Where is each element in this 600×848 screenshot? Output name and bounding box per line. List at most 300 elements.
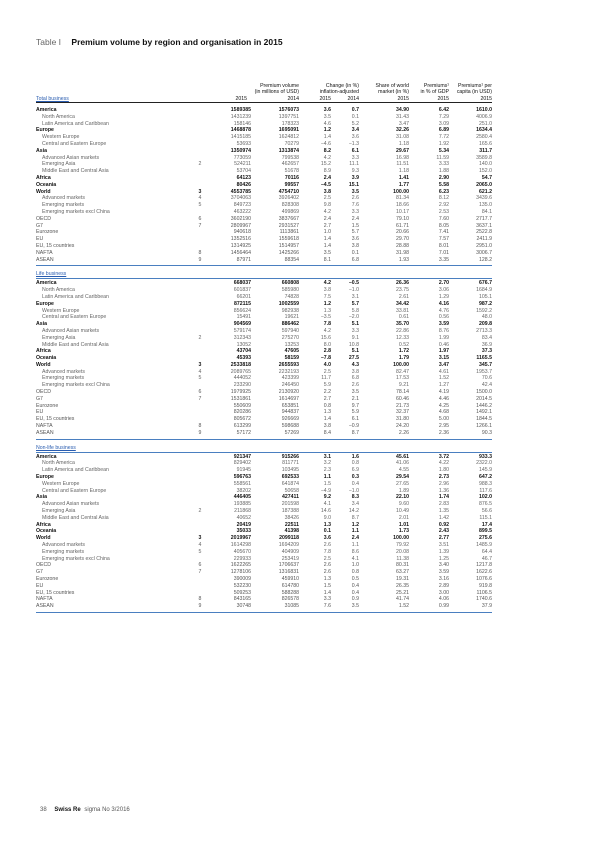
cell-cap: 1953.7 — [476, 368, 492, 375]
cell-name: North America — [42, 113, 75, 120]
cell-cap: 145.9 — [479, 467, 492, 474]
cell-v14: 811771 — [282, 460, 299, 467]
cell-v14: 1316831 — [278, 569, 299, 576]
cell-v14: 1514957 — [278, 242, 299, 249]
cell-ch15: −4.5 — [320, 181, 331, 188]
cell-gdp: 4.61 — [438, 368, 449, 375]
cell-ch15: 3.8 — [323, 188, 331, 195]
cell-v15: 57172 — [236, 429, 251, 436]
cell-v14: 982938 — [281, 307, 299, 314]
cell-cap: 1592.2 — [476, 307, 492, 314]
cell-cap: 1266.1 — [476, 423, 492, 430]
cell-ch14: 1.6 — [351, 453, 359, 460]
cell-v14: 2099118 — [279, 535, 299, 542]
cell-ch14: 3.6 — [351, 134, 359, 141]
table-row — [36, 409, 492, 416]
cell-v14: 1113861 — [279, 229, 299, 236]
table-row — [36, 368, 492, 376]
cell-ch14: 6.1 — [351, 416, 359, 423]
cell-ch14: 3.9 — [351, 174, 359, 181]
cell-v15: 1350974 — [230, 147, 251, 154]
cell-name: ASEAN — [36, 429, 54, 436]
cell-v15: 2089765 — [230, 368, 251, 375]
cell-gdp: 2.77 — [438, 535, 449, 542]
cell-share: 0.61 — [398, 314, 409, 321]
cell-name: OECD — [36, 389, 51, 396]
cell-share: 31.98 — [396, 249, 409, 256]
cell-ch14: 0.8 — [351, 460, 359, 467]
cell-ch14: 2.1 — [351, 395, 359, 402]
section-title-total: Total business — [36, 95, 69, 102]
cell-v14: 614780 — [281, 582, 299, 589]
cell-gdp: 3.16 — [438, 576, 449, 582]
cell-v14: 70279 — [284, 140, 299, 147]
cell-ch15: 3.5 — [323, 113, 331, 120]
cell-share: 29.70 — [396, 236, 409, 243]
cell-ch15: 3.2 — [323, 460, 331, 467]
cell-ch15: 2.5 — [323, 368, 331, 375]
cell-cap: 70.6 — [481, 375, 492, 382]
cell-v14: 2931527 — [278, 222, 299, 229]
cell-share: 31.43 — [396, 113, 409, 120]
cell-share: 1.89 — [398, 487, 409, 494]
cell-v15: 509253 — [233, 589, 251, 596]
cell-share: 4.55 — [398, 467, 409, 474]
table-row — [36, 494, 492, 501]
cell-v15: 1979925 — [230, 389, 251, 396]
cell-share: 32.26 — [396, 127, 409, 134]
cell-v15: 38202 — [236, 487, 251, 494]
cell-v15: 1278106 — [230, 569, 251, 576]
cell-v15: 2809967 — [230, 222, 251, 229]
cell-gdp: 4.46 — [438, 395, 449, 402]
cell-share: 80.31 — [396, 562, 409, 569]
table-row — [36, 508, 492, 515]
cell-ch14: 6.9 — [351, 467, 359, 474]
header-share: Share of world market (in %) 2015 — [375, 83, 409, 102]
cell-cap: 275.6 — [479, 535, 492, 542]
table-header — [36, 76, 492, 102]
cell-gdp: 1.29 — [438, 293, 449, 300]
cell-cap: 1610.0 — [476, 107, 492, 113]
table-row — [36, 314, 492, 321]
cell-v15: 43704 — [236, 348, 251, 355]
cell-ch15: 2.5 — [323, 555, 331, 562]
cell-ch15: 9.8 — [323, 202, 331, 209]
table-row — [36, 535, 492, 542]
cell-cap: 3439.6 — [476, 195, 492, 202]
cell-name: Emerging markets excl China — [42, 208, 110, 215]
cell-v15: 805672 — [233, 416, 251, 423]
cell-ch15: 4.2 — [323, 280, 331, 287]
cell-gdp: 2.53 — [438, 208, 449, 215]
cell-v14: 178323 — [281, 120, 299, 127]
table-row — [36, 453, 492, 461]
cell-ch14: −0.5 — [348, 280, 359, 287]
cell-v15: 1622265 — [230, 562, 251, 569]
cell-ch15: 0.1 — [323, 528, 331, 535]
cell-v15: 229933 — [233, 555, 251, 562]
cell-v15: 1314925 — [230, 242, 251, 249]
cell-gdp: 4.25 — [438, 402, 449, 409]
cell-cap: 36.9 — [481, 341, 492, 348]
cell-name: Eurozone — [36, 229, 59, 236]
cell-v14: 1576073 — [278, 107, 299, 113]
premium-table — [36, 76, 492, 618]
cell-share: 22.86 — [396, 327, 409, 334]
cell-v14: 653851 — [281, 402, 299, 409]
cell-v14: 588288 — [281, 589, 299, 596]
cell-ch15: 4.1 — [323, 501, 331, 508]
cell-name: Emerging markets excl China — [42, 382, 110, 389]
cell-ch14: 3.3 — [351, 154, 359, 161]
cell-gdp: 8.05 — [438, 222, 449, 229]
cell-cap: 1622.6 — [476, 569, 492, 576]
cell-v15: 2019967 — [230, 535, 251, 542]
cell-ch14: 3.3 — [351, 208, 359, 215]
cell-gdp: 5.58 — [438, 181, 449, 188]
cell-gdp: 1.88 — [438, 168, 449, 175]
header-rule — [36, 102, 492, 103]
table-row — [36, 321, 492, 328]
cell-share: 1.01 — [398, 521, 409, 528]
cell-gdp: 0.46 — [438, 341, 449, 348]
table-row — [36, 480, 492, 488]
cell-cap: 899.5 — [479, 528, 492, 535]
cell-ch14: 8.6 — [351, 548, 359, 555]
cell-name: Emerging Asia — [42, 508, 76, 515]
cell-ch14: 5.7 — [351, 229, 359, 236]
cell-v14: 1002559 — [278, 300, 299, 307]
cell-ch14: 9.7 — [351, 402, 359, 409]
cell-v15: 211868 — [234, 508, 251, 515]
cell-note: 5 — [198, 202, 202, 209]
cell-gdp: 1.25 — [438, 555, 449, 562]
cell-share: 1.18 — [398, 140, 409, 147]
cell-share: 79.92 — [396, 542, 409, 549]
cell-gdp: 2.70 — [438, 280, 449, 287]
cell-v15: 40652 — [236, 514, 251, 521]
cell-v14: 47605 — [284, 348, 299, 355]
cell-v14: 19621 — [284, 314, 299, 321]
cell-name: EU, 15 countries — [36, 416, 75, 423]
cell-ch14: 2.6 — [351, 195, 359, 202]
cell-share: 35.70 — [396, 321, 409, 328]
table-row — [36, 229, 492, 236]
cell-ch15: 4.2 — [323, 208, 331, 215]
cell-cap: 128.2 — [479, 256, 492, 263]
cell-v14: 1425266 — [278, 249, 299, 256]
cell-ch14: 3.4 — [351, 127, 359, 134]
cell-gdp: 1.80 — [438, 467, 449, 474]
table-row — [36, 402, 492, 410]
cell-ch15: 1.4 — [323, 589, 331, 596]
cell-v14: 1559618 — [278, 236, 299, 243]
table-row — [36, 208, 492, 216]
cell-note: 3 — [198, 361, 202, 368]
cell-ch14: 6.8 — [351, 375, 359, 382]
cell-v14: 1695091 — [278, 127, 299, 134]
cell-ch14: 3.5 — [351, 188, 359, 195]
cell-ch15: 1.1 — [323, 474, 331, 481]
cell-cap: 1076.6 — [476, 576, 492, 582]
cell-cap: 117.6 — [479, 487, 492, 494]
cell-cap: 102.0 — [479, 494, 492, 501]
cell-v14: 1694209 — [278, 542, 299, 549]
cell-name: Eurozone — [36, 402, 59, 409]
cell-cap: 647.2 — [479, 474, 492, 481]
cell-ch14: 1.1 — [351, 528, 359, 535]
table-row — [36, 603, 492, 610]
cell-v15: 312343 — [233, 334, 251, 341]
cell-gdp: 7.29 — [438, 113, 449, 120]
cell-name: Eurozone — [36, 576, 59, 582]
cell-share: 1.73 — [398, 528, 409, 535]
cell-name: EU, 15 countries — [36, 242, 75, 249]
cell-cap: 135.0 — [479, 202, 492, 209]
cell-v14: 2655593 — [278, 361, 299, 368]
cell-cap: 2717.7 — [476, 215, 492, 222]
cell-ch15: 1.4 — [323, 236, 331, 243]
cell-v15: 1614298 — [230, 542, 251, 549]
cell-cap: 1106.5 — [476, 589, 492, 596]
cell-v14: 1624812 — [278, 134, 299, 141]
cell-ch14: 27.5 — [348, 355, 359, 362]
cell-cap: 1634.4 — [476, 127, 492, 134]
cell-gdp: 2.43 — [438, 528, 449, 535]
cell-name: ASEAN — [36, 256, 54, 263]
cell-cap: 1740.6 — [476, 596, 492, 603]
cell-v14: 1397751 — [278, 113, 299, 120]
cell-name: Advanced Asian markets — [42, 501, 100, 508]
cell-name: Latin America and Caribbean — [42, 467, 109, 474]
cell-name: America — [36, 107, 57, 113]
cell-v14: 275270 — [281, 334, 299, 341]
cell-share: 100.00 — [393, 361, 409, 368]
cell-gdp: 3.06 — [438, 287, 449, 294]
cell-ch14: 3.5 — [351, 603, 359, 610]
cell-share: 100.00 — [393, 535, 409, 542]
cell-ch14: 6.8 — [351, 256, 359, 263]
cell-share: 60.46 — [396, 395, 409, 402]
cell-share: 1.41 — [398, 174, 409, 181]
cell-note: 9 — [198, 256, 202, 263]
table-row — [36, 174, 492, 182]
cell-ch15: 8.4 — [323, 429, 331, 436]
cell-v15: 596763 — [233, 474, 251, 481]
cell-gdp: 2.83 — [438, 501, 449, 508]
cell-gdp: 3.72 — [438, 453, 449, 460]
cell-v14: 499869 — [281, 208, 299, 215]
cell-ch15: 2.7 — [323, 395, 331, 402]
cell-gdp: 7.60 — [438, 215, 449, 222]
cell-cap: 42.4 — [481, 382, 492, 389]
cell-name: Advanced markets — [42, 368, 85, 375]
cell-v15: 524211 — [234, 161, 251, 168]
cell-share: 1.18 — [398, 168, 409, 175]
cell-ch15: 3.1 — [323, 453, 331, 460]
cell-ch14: 0.4 — [351, 582, 359, 589]
cell-cap: 933.3 — [479, 453, 492, 460]
cell-v14: 915266 — [281, 453, 299, 460]
cell-v15: 87971 — [236, 256, 251, 263]
cell-gdp: 3.59 — [438, 569, 449, 576]
cell-share: 19.31 — [396, 576, 409, 582]
cell-ch15: 4.2 — [323, 327, 331, 334]
cell-name: Middle East and Central Asia — [42, 168, 109, 175]
cell-ch14: 0.7 — [351, 107, 359, 113]
cell-name: Advanced markets — [42, 195, 85, 202]
cell-name: World — [36, 188, 51, 195]
cell-share: 10.49 — [396, 508, 409, 515]
cell-ch14: 0.5 — [351, 576, 359, 582]
cell-gdp: 1.99 — [438, 334, 449, 341]
cell-gdp: 4.76 — [438, 307, 449, 314]
cell-v14: 70116 — [284, 174, 299, 181]
section-end-rule — [36, 439, 492, 440]
cell-share: 25.21 — [396, 589, 409, 596]
cell-ch14: 6.1 — [351, 147, 359, 154]
cell-v15: 856624 — [233, 307, 251, 314]
table-row — [36, 215, 492, 223]
cell-gdp: 7.41 — [438, 229, 449, 236]
cell-cap: 83.4 — [481, 334, 492, 341]
cell-ch15: 0.8 — [323, 402, 331, 409]
cell-ch15: 1.3 — [323, 409, 331, 416]
cell-cap: 1446.2 — [476, 402, 492, 409]
cell-name: Asia — [36, 147, 47, 154]
cell-v15: 80426 — [236, 181, 251, 188]
cell-gdp: 7.01 — [438, 249, 449, 256]
cell-gdp: 2.92 — [438, 202, 449, 209]
cell-ch15: 15.6 — [320, 334, 331, 341]
table-row — [36, 501, 492, 508]
cell-gdp: 3.35 — [438, 256, 449, 263]
cell-name: Western Europe — [42, 480, 80, 487]
header-change: Change (in %) inflation-adjusted 2015 2014 — [319, 83, 359, 102]
cell-v15: 1415185 — [230, 134, 251, 141]
cell-v15: 4553785 — [230, 188, 251, 195]
cell-v15: 193885 — [233, 501, 251, 508]
cell-share: 81.34 — [396, 195, 409, 202]
cell-cap: 48.0 — [481, 314, 492, 321]
cell-note: 2 — [198, 161, 202, 168]
cell-ch14: 5.8 — [351, 307, 359, 314]
cell-name: Africa — [36, 174, 51, 181]
table-title — [36, 37, 283, 47]
cell-ch15: 3.6 — [323, 535, 331, 542]
cell-cap: 56.6 — [481, 508, 492, 515]
table-row — [36, 127, 492, 134]
cell-v14: 423399 — [281, 375, 299, 382]
table-row — [36, 256, 492, 264]
cell-v15: 66201 — [236, 293, 251, 300]
cell-v14: 3837667 — [278, 215, 299, 222]
cell-cap: 3589.8 — [476, 154, 492, 161]
cell-share: 34.90 — [396, 107, 409, 113]
cell-share: 24.20 — [396, 423, 409, 430]
cell-v15: 872115 — [233, 300, 251, 307]
cell-v15: 233290 — [233, 382, 251, 389]
brand-name: Swiss Re — [54, 807, 81, 813]
cell-v15: 940618 — [233, 229, 251, 236]
cell-gdp: 1.42 — [438, 514, 449, 521]
cell-name: Europe — [36, 474, 54, 481]
cell-ch15: 15.2 — [320, 161, 331, 168]
section-rule — [36, 452, 492, 453]
cell-ch14: 3.4 — [351, 501, 359, 508]
cell-ch15: 2.6 — [323, 562, 331, 569]
cell-v14: 50658 — [284, 487, 299, 494]
section-rule — [36, 278, 492, 279]
cell-v15: 1589385 — [230, 107, 251, 113]
cell-note: 5 — [198, 548, 202, 555]
cell-name: Europe — [36, 300, 54, 307]
cell-ch14: 2.6 — [351, 382, 359, 389]
cell-share: 11.38 — [396, 555, 409, 562]
cell-ch14: −0.9 — [348, 423, 359, 430]
cell-name: Advanced markets — [42, 542, 85, 549]
cell-cap: 37.9 — [481, 603, 492, 610]
cell-note: 3 — [198, 188, 202, 195]
cell-ch14: 8.7 — [351, 429, 359, 436]
cell-gdp: 1.52 — [438, 375, 449, 382]
cell-gdp: 2.89 — [438, 582, 449, 589]
cell-name: ASEAN — [36, 603, 54, 610]
cell-v15: 64123 — [236, 174, 251, 181]
cell-ch14: 5.1 — [351, 348, 359, 355]
cell-name: North America — [42, 460, 75, 467]
cell-ch15: −4.6 — [320, 140, 331, 147]
table-row — [36, 287, 492, 294]
cell-gdp: 7.57 — [438, 236, 449, 243]
cell-ch15: −4.9 — [320, 487, 331, 494]
cell-gdp: 1.27 — [438, 382, 449, 389]
cell-ch14: 15.1 — [348, 181, 359, 188]
table-row — [36, 460, 492, 467]
cell-v15: 1352516 — [230, 236, 251, 243]
table-row — [36, 382, 492, 389]
cell-ch15: 2.4 — [323, 215, 331, 222]
cell-note: 9 — [198, 603, 202, 610]
cell-share: 9.60 — [398, 501, 409, 508]
cell-ch15: 4.0 — [323, 361, 331, 368]
cell-ch15: 4.2 — [323, 154, 331, 161]
cell-ch15: 5.9 — [323, 382, 331, 389]
cell-gdp: 3.33 — [438, 161, 449, 168]
table-row — [36, 140, 492, 148]
cell-v14: 462657 — [281, 161, 299, 168]
cell-share: 41.06 — [396, 460, 409, 467]
cell-v15: 532230 — [233, 582, 251, 589]
cell-cap: 876.5 — [479, 501, 492, 508]
section-title: Life business — [36, 271, 67, 278]
cell-cap: 3006.7 — [476, 249, 492, 256]
cell-v14: 585980 — [281, 287, 299, 294]
cell-share: 34.42 — [396, 300, 409, 307]
cell-ch15: 2.5 — [323, 195, 331, 202]
cell-cap: 1492.1 — [476, 409, 492, 416]
cell-cap: 919.8 — [479, 582, 492, 589]
cell-share: 10.17 — [396, 208, 409, 215]
cell-v14: 1614697 — [278, 395, 299, 402]
cell-gdp: 1.97 — [438, 348, 449, 355]
cell-ch15: 2.7 — [323, 222, 331, 229]
cell-v14: 57269 — [284, 429, 299, 436]
cell-ch15: 1.4 — [323, 416, 331, 423]
cell-v15: 2533818 — [230, 361, 251, 368]
cell-name: Emerging markets excl China — [42, 555, 110, 562]
